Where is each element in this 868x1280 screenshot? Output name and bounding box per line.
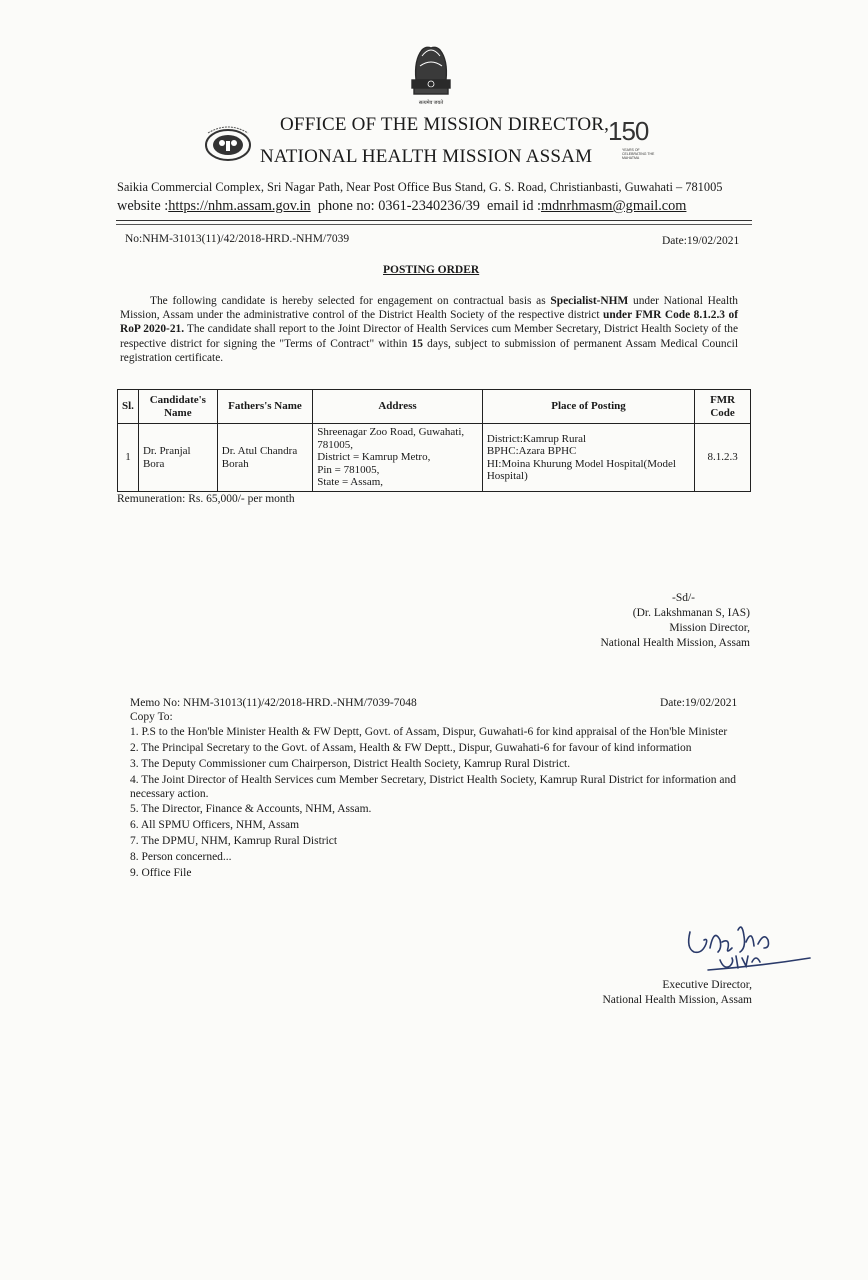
address-line: Shreenagar Zoo Road, Guwahati, 781005, — [317, 426, 465, 451]
office-title-line2: NATIONAL HEALTH MISSION ASSAM — [260, 146, 593, 167]
signed-mark: -Sd/- — [672, 592, 695, 604]
posting-table — [117, 389, 751, 492]
contact-line — [117, 198, 686, 215]
cell-candidate-name: Dr. Pranjal Bora — [138, 424, 217, 492]
emblem-caption: सत्यमेव जयते — [418, 101, 444, 106]
col-header-fmr-code: FMR Code — [695, 390, 751, 424]
header-divider-secondary — [116, 224, 752, 225]
body-post-name: Specialist-NHM — [550, 295, 629, 307]
cell-sl: 1 — [118, 424, 139, 492]
body-text: The following candidate is hereby selected for engagement on contractual basis as — [150, 295, 551, 307]
list-item: 1. P.S to the Hon'ble Minister Health & FW Deptt, Govt. of Assam, Dispur, Guwahati-6 for kind appraisal of the Hon'ble Minister — [130, 726, 728, 738]
list-item: 6. All SPMU Officers, NHM, Assam — [130, 819, 300, 832]
body-text: under National Health Mission, Assam under the administrative control of the District Health Society of the respective district — [120, 295, 739, 322]
col-header-fathers-name: Fathers's Name — [217, 390, 312, 424]
executive-designation: Executive Director, — [662, 979, 752, 991]
website-label: website : — [117, 198, 169, 214]
col-header-address: Address — [313, 390, 483, 424]
state-emblem-icon — [402, 40, 460, 106]
mission-director-signature-block — [594, 606, 750, 651]
header-divider — [116, 220, 752, 221]
phone-label: phone no: — [317, 198, 379, 214]
executive-director-signature-block — [594, 978, 752, 1008]
address-line: Pin = 781005, — [317, 463, 380, 476]
list-item: 9. Office File — [130, 867, 192, 880]
signatory-designation: Mission Director, — [669, 622, 750, 634]
memo-number: Memo No: NHM-31013(11)/42/2018-HRD.-NHM/7039-7048 — [130, 697, 417, 709]
address-line: State = Assam, — [317, 476, 384, 488]
list-item: 2. The Principal Secretary to the Govt. of Assam, Health & FW Deptt., Dispur, Guwahati-6 for favour of kind information — [130, 742, 692, 754]
gandhi-150-logo — [606, 116, 662, 164]
col-header-place-of-posting: Place of Posting — [482, 390, 694, 424]
body-fmr-code: under FMR Code 8.1.2.3 of RoP 2020-21. — [120, 309, 738, 336]
body-days: 15 — [411, 337, 423, 350]
remuneration-note: Remuneration: Rs. 65,000/- per month — [117, 493, 295, 505]
body-text: days, subject to submission of permanent Assam Medical Council registration certificate. — [120, 337, 738, 364]
cell-fmr-code: 8.1.2.3 — [695, 424, 751, 492]
posting-line: District:Kamrup Rural — [486, 432, 587, 445]
signatory-org: National Health Mission, Assam — [600, 637, 750, 649]
memo-date: Date:19/02/2021 — [660, 697, 738, 709]
list-item: 8. Person concerned... — [130, 851, 232, 864]
cell-fathers-name: Dr. Atul Chandra Borah — [217, 424, 312, 492]
address-line: District = Kamrup Metro, — [317, 451, 431, 463]
email-label: email id : — [487, 198, 542, 214]
cell-place-of-posting — [482, 424, 694, 492]
order-date: Date:19/02/2021 — [662, 235, 740, 247]
office-title-line1: OFFICE OF THE MISSION DIRECTOR, — [280, 114, 610, 135]
table-row — [118, 424, 751, 492]
executive-org: National Health Mission, Assam — [602, 994, 752, 1006]
table-header-row — [118, 390, 751, 424]
list-item: 3. The Deputy Commissioner cum Chairperson, District Health Society, Kamrup Rural District. — [130, 758, 571, 770]
copy-to-list — [130, 725, 745, 882]
logo-150-number: 150 — [608, 116, 649, 146]
phone-number: 0361-2340236/39 — [378, 198, 480, 214]
posting-line: HI:Moina Khurung Model Hospital(Model Hospital) — [486, 457, 676, 482]
body-text: The candidate shall report to the Joint Director of Health Services cum Member Secretary, District Health Society of the respective district for signing the "Terms of Contract" within — [120, 323, 738, 350]
col-header-sl: Sl. — [118, 390, 139, 424]
copy-to-label: Copy To: — [130, 711, 173, 723]
list-item: 7. The DPMU, NHM, Kamrup Rural District — [130, 835, 338, 848]
website-link[interactable]: https://nhm.assam.gov.in — [168, 198, 311, 214]
document-title: POSTING ORDER — [383, 264, 480, 276]
order-ref-number: No:NHM-31013(11)/42/2018-HRD.-NHM/7039 — [125, 233, 350, 245]
signatory-name: (Dr. Lakshmanan S, IAS) — [632, 607, 750, 619]
col-header-candidate-name: Candidate's Name — [138, 390, 217, 424]
list-item: 5. The Director, Finance & Accounts, NHM, Assam. — [130, 803, 372, 816]
list-item: 4. The Joint Director of Health Services cum Member Secretary, District Health Society, Kamrup Rural District for information and necessary action. — [130, 774, 737, 801]
email-link[interactable]: mdnrhmasm@gmail.com — [541, 198, 687, 214]
logo-150-caption: YEARS OF CELEBRATING THE MAHATMA — [622, 148, 655, 160]
order-body — [120, 294, 738, 365]
posting-line: BPHC:Azara BPHC — [486, 445, 577, 457]
office-address: Saikia Commercial Complex, Sri Nagar Path, Near Post Office Bus Stand, G. S. Road, Christianbasti, Guwahati – 781005 — [117, 180, 723, 194]
nhm-logo-icon — [200, 123, 256, 163]
cell-address — [313, 424, 483, 492]
